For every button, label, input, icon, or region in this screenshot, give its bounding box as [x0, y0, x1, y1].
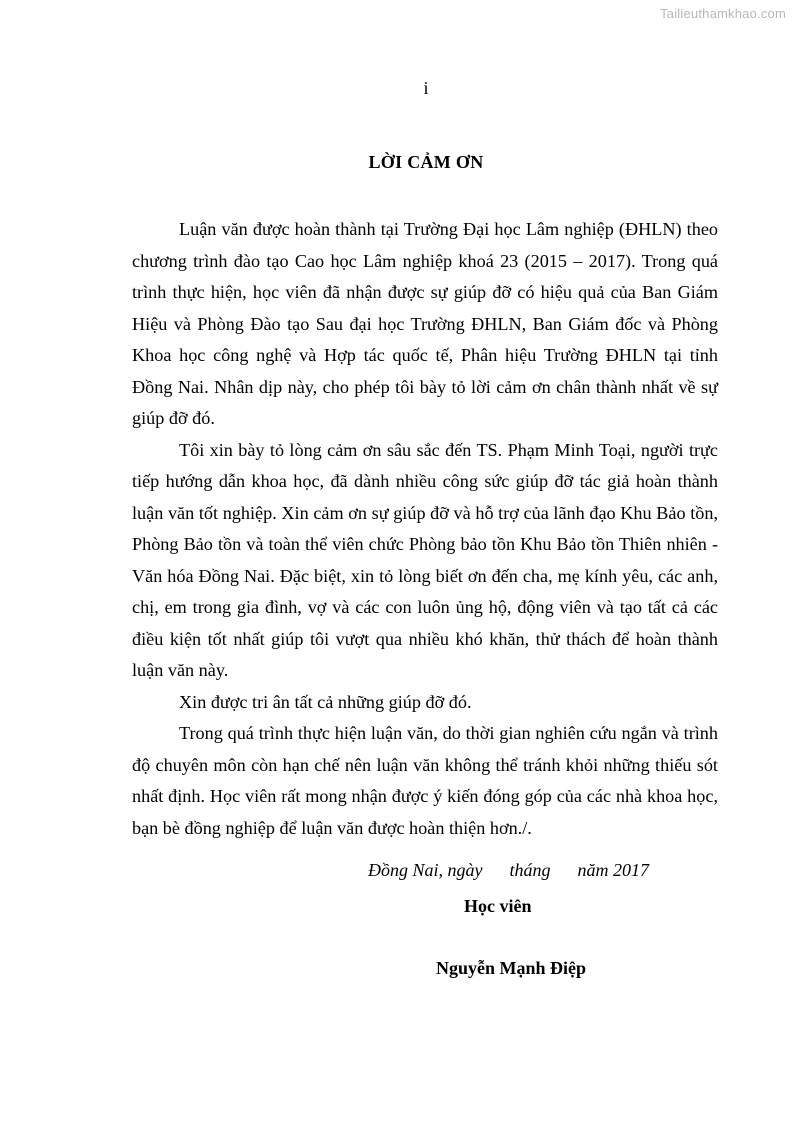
signer-name: Nguyễn Mạnh Điệp	[436, 958, 587, 978]
paragraph: Trong quá trình thực hiện luận văn, do thời gian nghiên cứu ngắn và trình độ chuyên môn còn hạn chế nên luận văn không thể tránh khỏi những thiếu sót nhất định. Học viên rất mong nhận được ý kiến đóng góp của các nhà khoa học, bạn bè đồng nghiệp để luận văn được hoàn thiện hơn./.	[132, 723, 718, 838]
page-number: i	[423, 78, 429, 98]
paragraph: Luận văn được hoàn thành tại Trường Đại học Lâm nghiệp (ĐHLN) theo chương trình đào tạo Cao học Lâm nghiệp khoá 23 (2015 – 2017). Trong quá trình thực hiện, học viên đã nhận được sự giúp đỡ có hiệu quả của Ban Giám Hiệu và Phòng Đào tạo Sau đại học Trường ĐHLN, Ban Giám đốc và Phòng Khoa học công nghệ và Hợp tác quốc tế, Phân hiệu Trường ĐHLN tại tỉnh Đồng Nai. Nhân dịp này, cho phép tôi bày tỏ lời cảm ơn chân thành nhất về sự giúp đỡ đó.	[132, 219, 718, 428]
place-date-line: Đồng Nai, ngày tháng năm 2017	[368, 860, 649, 880]
paragraph: Tôi xin bày tỏ lòng cảm ơn sâu sắc đến TS. Phạm Minh Toại, người trực tiếp hướng dẫn khoa học, đã dành nhiều công sức giúp đỡ tác giả hoàn thành luận văn tốt nghiệp. Xin cảm ơn sự giúp đỡ và hỗ trợ của lãnh đạo Khu Bảo tồn, Phòng Bảo tồn và toàn thể viên chức Phòng bảo tồn Khu Bảo tồn Thiên nhiên -Văn hóa Đồng Nai. Đặc biệt, xin tỏ lòng biết ơn đến cha, mẹ kính yêu, các anh, chị, em trong gia đình, vợ và các con luôn ủng hộ, động viên và tạo tất cả các điều kiện tốt nhất giúp tôi vượt qua nhiều khó khăn, thử thách để hoàn thành luận văn này.	[132, 439, 718, 680]
page-title: LỜI CẢM ƠN	[368, 152, 484, 172]
signer-role: Học viên	[464, 896, 532, 916]
watermark-text: Tailieuthamkhao.com	[660, 6, 786, 21]
acknowledgement-body	[132, 214, 718, 844]
paragraph: Xin được tri ân tất cả những giúp đỡ đó.	[179, 691, 472, 712]
